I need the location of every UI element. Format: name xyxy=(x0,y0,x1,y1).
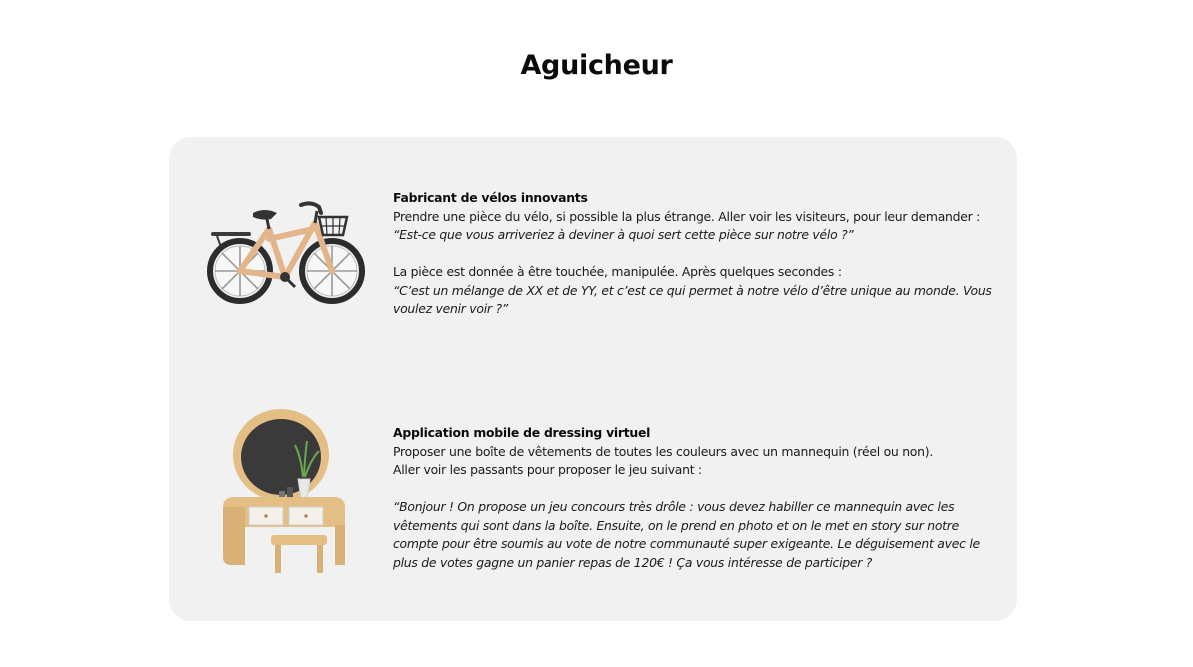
example-heading: Application mobile de dressing virtuel xyxy=(393,425,651,440)
example-quote: “Bonjour ! On propose un jeu concours très drôle : vous devez habiller ce mannequin avec les vêtements qui sont dans la boîte. Ensuite, on le prend en photo et on le met en story sur notre compte pour être soumis au vote de notre communauté super exigeante. Le déguisement avec le plus de votes gagne un panier repas de 120€ ! Ça vous intéresse de participer ? xyxy=(393,499,980,570)
example-instruction: La pièce est donnée à être touchée, manipulée. Après quelques secondes : xyxy=(393,264,842,279)
vanity-table-icon xyxy=(215,407,355,577)
example-quote: “Est-ce que vous arriveriez à deviner à quoi sert cette pièce sur notre vélo ?” xyxy=(393,227,854,242)
example-bike-maker xyxy=(393,189,1003,319)
examples-card xyxy=(169,137,1017,621)
example-dressing-app xyxy=(393,424,1003,572)
example-heading: Fabricant de vélos innovants xyxy=(393,190,588,205)
example-instruction: Prendre une pièce du vélo, si possible la plus étrange. Aller voir les visiteurs, pour leur demander : xyxy=(393,208,981,224)
example-quote: “C’est un mélange de XX et de YY, et c’est ce qui permet à notre vélo d’être unique au monde. Vous voulez venir voir ?” xyxy=(393,282,992,316)
bicycle-icon xyxy=(207,199,369,311)
example-instruction: Aller voir les passants pour proposer le jeu suivant : xyxy=(393,462,702,477)
page-title: Aguicheur xyxy=(520,50,673,81)
example-instruction: Proposer une boîte de vêtements de toutes les couleurs avec un mannequin (réel ou non). xyxy=(393,443,934,459)
